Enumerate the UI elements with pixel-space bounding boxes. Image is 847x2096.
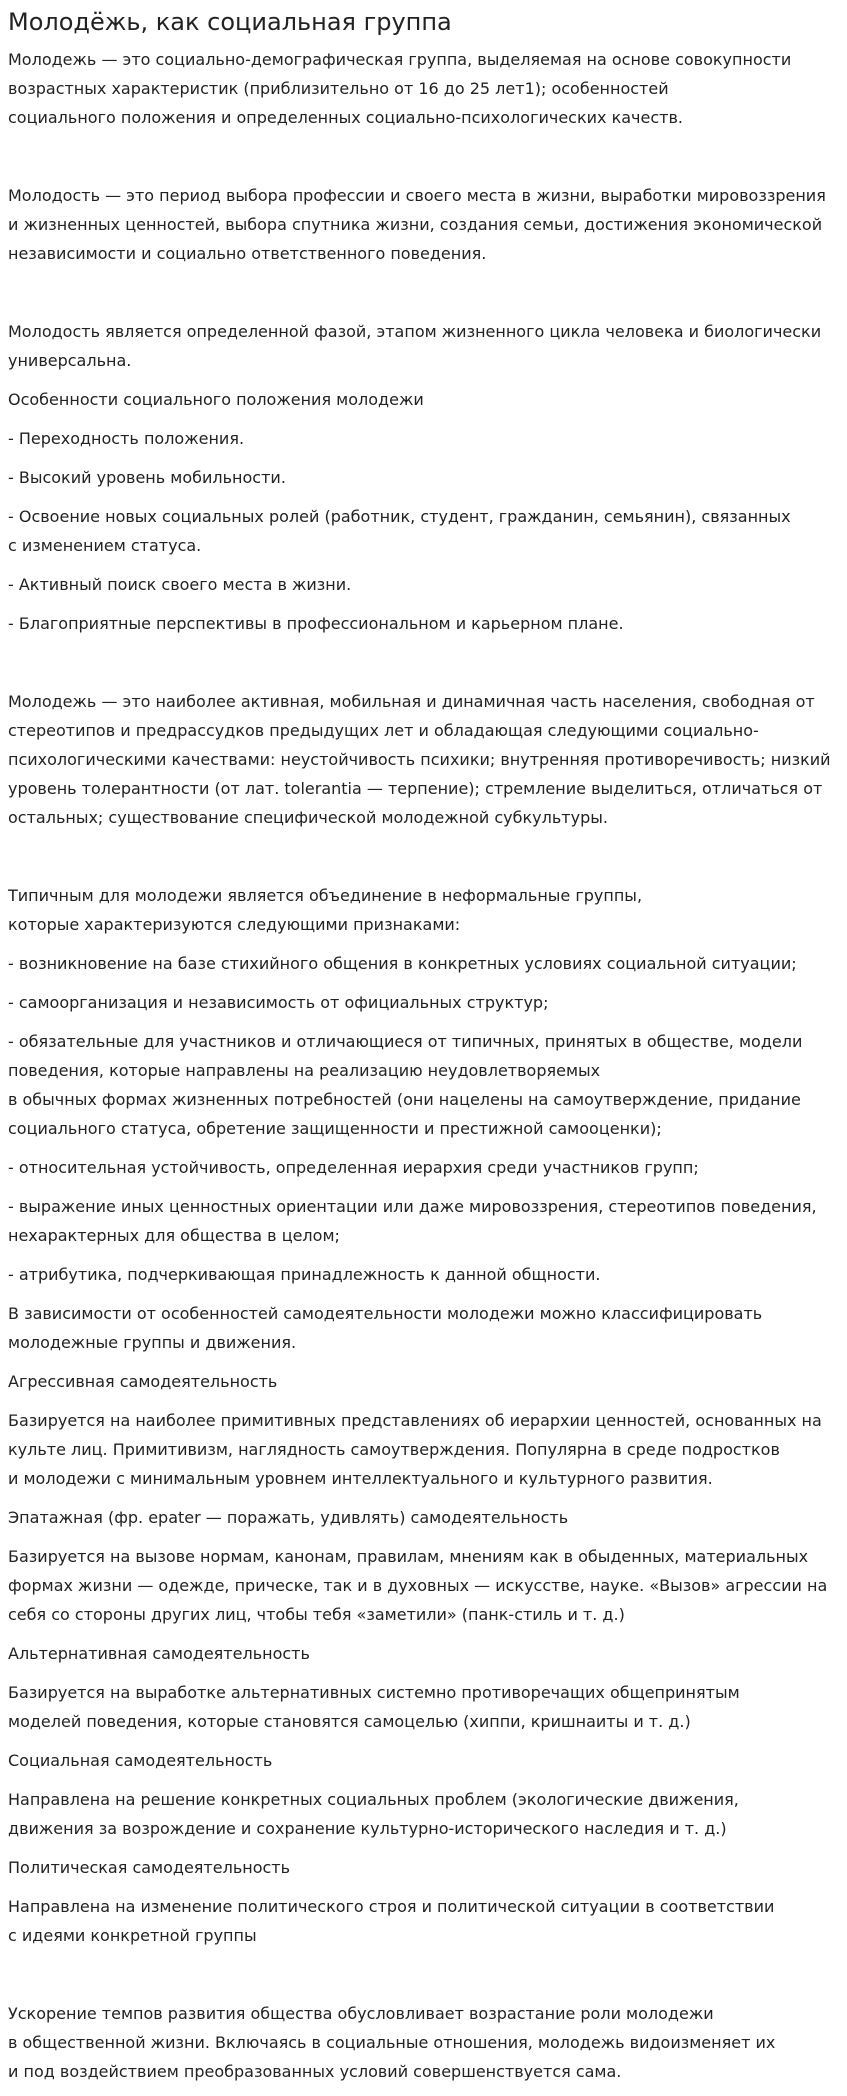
paragraph-life-cycle: Молодость является определенной фазой, этапом жизненного цикла человека и биологически универсальна. [8, 322, 822, 370]
list-item: - Активный поиск своего места в жизни. [8, 575, 352, 594]
section-heading-social: Социальная самодеятельность [8, 1751, 273, 1770]
list-item: - возникновение на базе стихийного общения в конкретных условиях социальной ситуации; [8, 954, 797, 973]
paragraph-social: Направлена на решение конкретных социальных проблем (экологические движения, движения за возрождение и сохранение культурно-исторического наследия и т. д.) [8, 1790, 739, 1838]
article-title: Молодёжь, как социальная группа [8, 8, 452, 36]
list-item: - атрибутика, подчеркивающая принадлежность к данной общности. [8, 1265, 601, 1284]
section-heading-epatage: Эпатажная (фр. epater — поражать, удивлять) самодеятельность [8, 1508, 569, 1527]
paragraph-classification: В зависимости от особенностей самодеятельности молодежи можно классифицировать молодежные группы и движения. [8, 1304, 763, 1352]
paragraph-youth-qualities: Молодежь — это наиболее активная, мобильная и динамичная часть населения, свободная от стереотипов и предрассудков предыдущих лет и обладающая следующими социально- психологическими качествами: неустойчивость психики; внутренняя противоречивость; низкий уровень толерантности (от лат. tolerantia — терпение); стремление выделиться, отличаться от остальных; существование специфической молодежной субкультуры. [8, 692, 831, 827]
paragraph-spacer [8, 1960, 840, 1999]
paragraph-spacer [8, 142, 840, 181]
paragraph-epatage: Базируется на вызове нормам, канонам, правилам, мнениям как в обыденных, материальных формах жизни — одежде, прическе, так и в духовных — искусстве, науке. «Вызов» агрессии на себя со стороны других лиц, чтобы тебя «заметили» (панк-стиль и т. д.) [8, 1547, 828, 1624]
list-item: - Высокий уровень мобильности. [8, 468, 286, 487]
list-item: - Благоприятные перспективы в профессиональном и карьерном плане. [8, 614, 624, 633]
article [8, 0, 840, 2096]
section-heading-alternative: Альтернативная самодеятельность [8, 1644, 310, 1663]
list-item: - относительная устойчивость, определенная иерархия среди участников групп; [8, 1158, 699, 1177]
paragraph-spacer [8, 842, 840, 881]
section-heading-social-position: Особенности социального положения молодежи [8, 390, 424, 409]
paragraph-spacer [8, 648, 840, 687]
list-item: - Переходность положения. [8, 429, 245, 448]
paragraph-spacer [8, 278, 840, 317]
paragraph-informal-groups: Типичным для молодежи является объединение в неформальные группы, которые характеризуются следующими признаками: [8, 886, 643, 934]
list-item: - выражение иных ценностных ориентации или даже мировоззрения, стереотипов поведения, нехарактерных для общества в целом; [8, 1197, 817, 1245]
section-heading-political: Политическая самодеятельность [8, 1858, 291, 1877]
paragraph-youthhood-definition: Молодость — это период выбора профессии и своего места в жизни, выработки мировоззрения и жизненных ценностей, выбора спутника жизни, создания семьи, достижения экономической независимости и социально ответственного поведения. [8, 186, 826, 263]
paragraph-conclusion: Ускорение темпов развития общества обусловливает возрастание роли молодежи в общественной жизни. Включаясь в социальные отношения, молодежь видоизменяет их и под воздействием преобразованных условий совершенствуется сама. [8, 2004, 776, 2081]
section-heading-aggressive: Агрессивная самодеятельность [8, 1372, 278, 1391]
list-item: - обязательные для участников и отличающиеся от типичных, принятых в обществе, модели поведения, которые направлены на реализацию неудовлетворяемых в обычных формах жизненных потребностей (они нацелены на самоутверждение, придание социального статуса, обретение защищенности и престижной самооценки); [8, 1032, 803, 1138]
paragraph-youth-definition: Молодежь — это социально-демографическая группа, выделяемая на основе совокупности возрастных характеристик (приблизительно от 16 до 25 лет1); особенностей социального положения и определенных социально-психологических качеств. [8, 50, 792, 127]
paragraph-aggressive: Базируется на наиболее примитивных представлениях об иерархии ценностей, основанных на культе лиц. Примитивизм, наглядность самоутверждения. Популярна в среде подростков и молодежи с минимальным уровнем интеллектуального и культурного развития. [8, 1411, 822, 1488]
list-item: - самоорганизация и независимость от официальных структур; [8, 993, 549, 1012]
paragraph-political: Направлена на изменение политического строя и политической ситуации в соответствии с идеями конкретной группы [8, 1897, 775, 1945]
list-item: - Освоение новых социальных ролей (работник, студент, гражданин, семьянин), связанных с изменением статуса. [8, 507, 791, 555]
paragraph-alternative: Базируется на выработке альтернативных системно противоречащих общепринятым моделей поведения, которые становятся самоцелью (хиппи, кришнаиты и т. д.) [8, 1683, 740, 1731]
